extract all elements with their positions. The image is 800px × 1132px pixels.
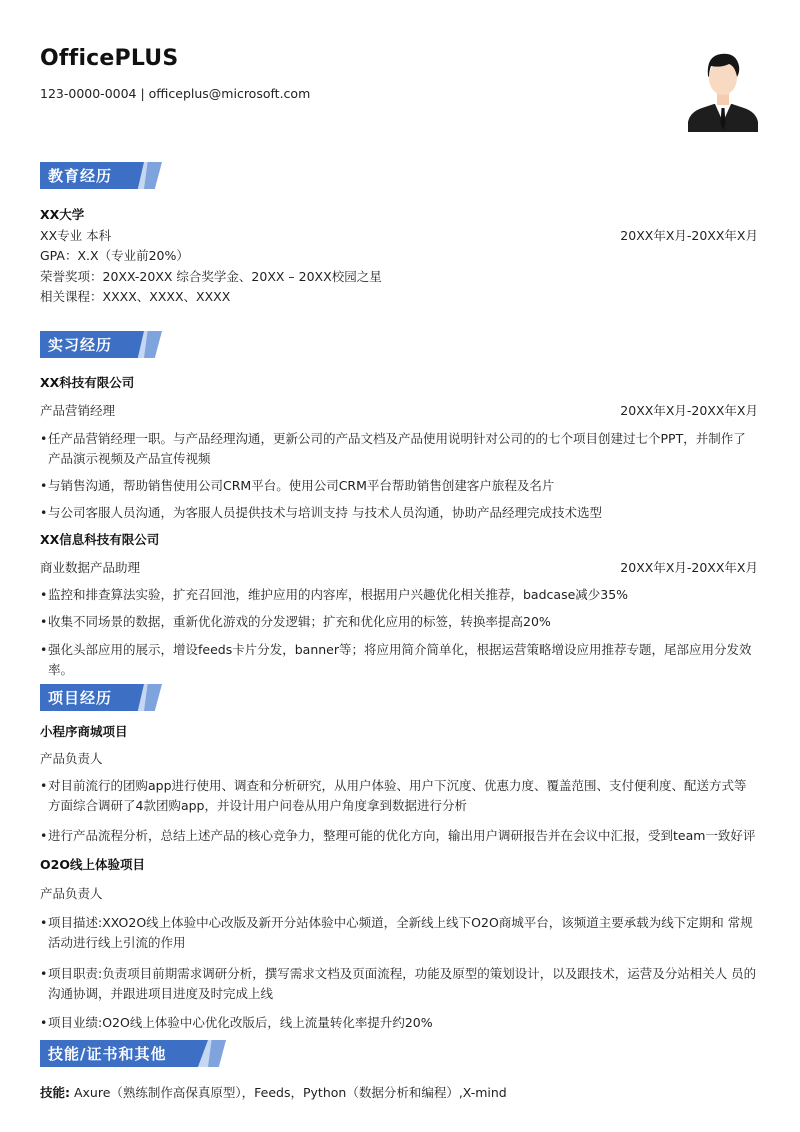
bullet-icon: • bbox=[40, 642, 48, 657]
section-projects bbox=[40, 684, 220, 711]
list-item bbox=[40, 476, 758, 496]
job-date: 20XX年X月-20XX年X月 bbox=[620, 560, 758, 575]
candidate-name: OfficePLUS bbox=[40, 46, 179, 71]
list-item-text: 对目前流行的团购app进行使用、调查和分析研究，从用户体验、用户下沉度、优惠力度、覆盖范围、支付便利度、配送方式等方面综合调研了4款团购app，并设计用户问卷从用户角度拿到数据进行分析 bbox=[48, 778, 747, 813]
gpa: GPA：X.X（专业前20%） bbox=[40, 248, 189, 263]
section-title: 教育经历 bbox=[48, 167, 113, 185]
list-item bbox=[40, 429, 758, 469]
section-skills bbox=[40, 1040, 260, 1067]
bullet-icon: • bbox=[40, 915, 48, 930]
list-item-text: 进行产品流程分析，总结上述产品的核心竞争力，整理可能的优化方向，输出用户调研报告并在会议中汇报，受到team一致好评 bbox=[48, 828, 756, 843]
project-name: 小程序商城项目 bbox=[40, 724, 128, 739]
list-item bbox=[40, 964, 758, 1004]
list-item bbox=[40, 503, 758, 523]
list-item-text: 与销售沟通，帮助销售使用公司CRM平台。使用公司CRM平台帮助销售创建客户旅程及名片 bbox=[48, 478, 555, 493]
job-role: 商业数据产品助理 bbox=[40, 560, 141, 575]
company-name: XX信息科技有限公司 bbox=[40, 532, 160, 547]
list-item-text: 收集不同场景的数据，重新优化游戏的分发逻辑；扩充和优化应用的标签，转换率提高20% bbox=[48, 614, 551, 629]
bullet-icon: • bbox=[40, 431, 48, 446]
company-name: XX科技有限公司 bbox=[40, 375, 135, 390]
bullet-icon: • bbox=[40, 828, 48, 843]
list-item bbox=[40, 612, 758, 632]
list-item bbox=[40, 640, 758, 680]
section-internship bbox=[40, 331, 220, 358]
job-date: 20XX年X月-20XX年X月 bbox=[620, 403, 758, 418]
list-item-text: 项目业绩:O2O线上体验中心优化改版后，线上流量转化率提升约20% bbox=[48, 1015, 433, 1030]
section-title: 实习经历 bbox=[48, 336, 113, 354]
contact-info: 123-0000-0004 | officeplus@microsoft.com bbox=[40, 86, 311, 101]
section-title: 项目经历 bbox=[48, 689, 113, 707]
bullet-icon: • bbox=[40, 614, 48, 629]
list-item-text: 项目描述:XXO2O线上体验中心改版及新开分站体验中心频道，全新线上线下O2O商城平台，该频道主要承载为线下定期和 常规活动进行线上引流的作用 bbox=[48, 915, 753, 950]
section-title: 技能/证书和其他 bbox=[48, 1045, 167, 1063]
list-item bbox=[40, 1013, 758, 1033]
bullet-icon: • bbox=[40, 966, 48, 981]
skills-text: Axure（熟练制作高保真原型），Feeds，Python（数据分析和编程）,X-mind bbox=[70, 1085, 507, 1100]
honors: 荣誉奖项：20XX-20XX 综合奖学金、20XX – 20XX校园之星 bbox=[40, 269, 382, 284]
bullet-icon: • bbox=[40, 587, 48, 602]
major: XX专业 本科 bbox=[40, 228, 112, 243]
bullet-icon: • bbox=[40, 1015, 48, 1030]
bullet-icon: • bbox=[40, 505, 48, 520]
list-item-text: 项目职责:负责项目前期需求调研分析，撰写需求文档及页面流程，功能及原型的策划设计，以及跟技术，运营及分站相关人 员的沟通协调，并跟进项目进度及时完成上线 bbox=[48, 966, 757, 1001]
avatar bbox=[688, 46, 758, 132]
list-item bbox=[40, 826, 758, 846]
project-name: O2O线上体验项目 bbox=[40, 857, 145, 872]
section-education bbox=[40, 162, 220, 189]
education-date: 20XX年X月-20XX年X月 bbox=[620, 228, 758, 243]
courses: 相关课程：XXXX、XXXX、XXXX bbox=[40, 289, 231, 304]
skills-label: 技能: bbox=[40, 1085, 70, 1100]
skills-line bbox=[40, 1083, 758, 1103]
project-role: 产品负责人 bbox=[40, 751, 103, 766]
bullet-icon: • bbox=[40, 478, 48, 493]
list-item-text: 监控和排查算法实验，扩充召回池，维护应用的内容库，根据用户兴趣优化相关推荐，badcase减少35% bbox=[48, 587, 629, 602]
list-item-text: 与公司客服人员沟通，为客服人员提供技术与培训支持 与技术人员沟通，协助产品经理完成技术选型 bbox=[48, 505, 602, 520]
school-name: XX大学 bbox=[40, 207, 85, 222]
bullet-icon: • bbox=[40, 778, 48, 793]
list-item-text: 任产品营销经理一职。与产品经理沟通，更新公司的产品文档及产品使用说明针对公司的的七个项目创建过七个PPT，并制作了产品演示视频及产品宣传视频 bbox=[48, 431, 746, 466]
list-item-text: 强化头部应用的展示，增设feeds卡片分发，banner等；将应用简介简单化，根据运营策略增设应用推荐专题，尾部应用分发效率。 bbox=[48, 642, 752, 677]
list-item bbox=[40, 913, 758, 953]
project-role: 产品负责人 bbox=[40, 886, 103, 901]
job-role: 产品营销经理 bbox=[40, 403, 116, 418]
list-item bbox=[40, 585, 758, 605]
list-item bbox=[40, 776, 758, 816]
